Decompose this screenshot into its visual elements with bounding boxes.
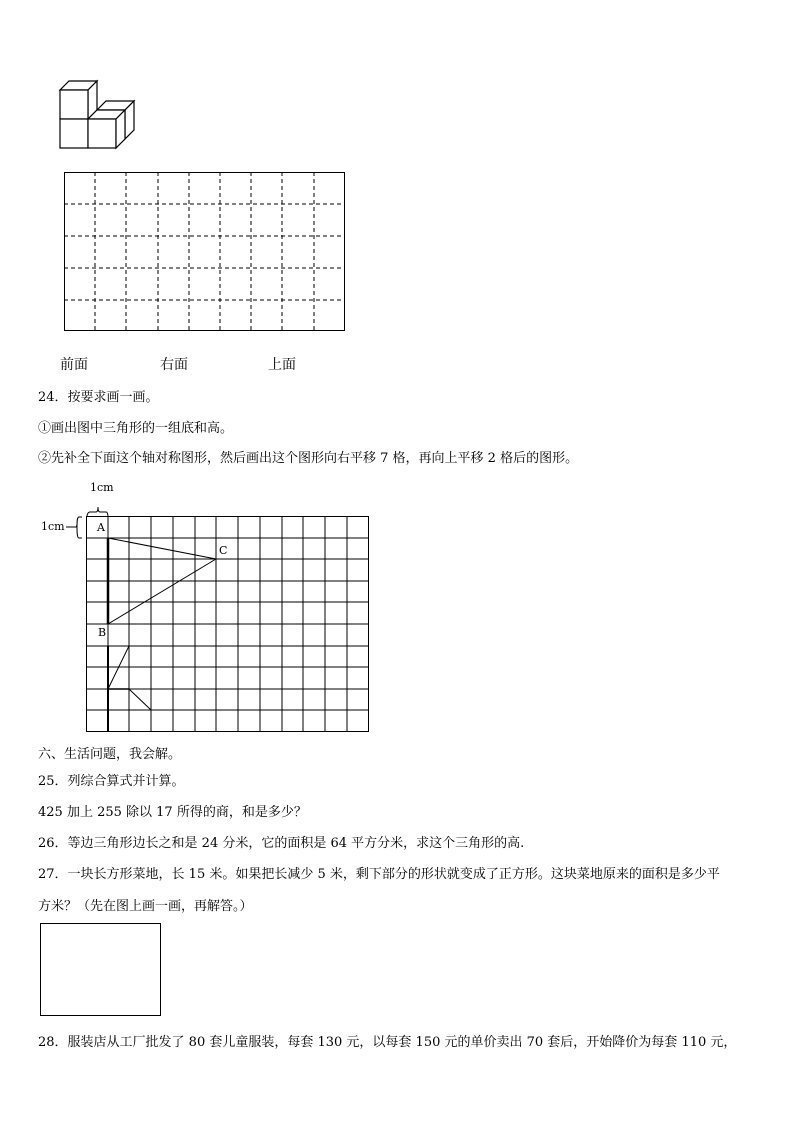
section6-title: 六、生活问题，我会解。: [38, 747, 182, 762]
q28-text: 28．服装店从工厂批发了 80 套儿童服装，每套 130 元，以每套 150 元的单价卖出 70 套后，开始降价为每套 110 元，: [38, 1035, 737, 1050]
point-b-label: B: [98, 626, 107, 639]
point-c-label: C: [219, 544, 228, 557]
q24-item2: ②先补全下面这个轴对称图形，然后画出这个图形向右平移 7 格，再向上平移 2 格后的图形。: [38, 451, 579, 466]
q24-item1: ①画出图中三角形的一组底和高。: [38, 421, 234, 436]
triangle-side-bc: [108, 559, 216, 624]
vegetable-field-rectangle: [40, 923, 161, 1016]
cube-figure: [55, 78, 145, 156]
q24-title: 24．按要求画一画。: [38, 390, 159, 405]
front-view-label: 前面: [60, 357, 88, 373]
unit-label-vertical: 1cm: [41, 520, 65, 533]
q27-line1: 27．一块长方形菜地，长 15 米。如果把长减少 5 米，剩下部分的形状就变成了正方形。这块菜地原来的面积是多少平: [38, 867, 720, 882]
q27-line2: 方米？（先在图上画一画，再解答。）: [38, 899, 253, 914]
q25-text: 425 加上 255 除以 17 所得的商，和是多少？: [38, 805, 307, 820]
q25-title: 25．列综合算式并计算。: [38, 774, 185, 789]
point-a-label: A: [97, 521, 105, 534]
top-view-label: 上面: [268, 357, 296, 373]
views-dashed-grid: [64, 172, 346, 332]
unit-label-horizontal: 1cm: [90, 481, 114, 494]
q26-text: 26．等边三角形边长之和是 24 分米，它的面积是 64 平方分米，求这个三角形的高.: [38, 836, 525, 851]
right-view-label: 右面: [160, 357, 188, 373]
triangle-side-ac: [108, 538, 216, 559]
